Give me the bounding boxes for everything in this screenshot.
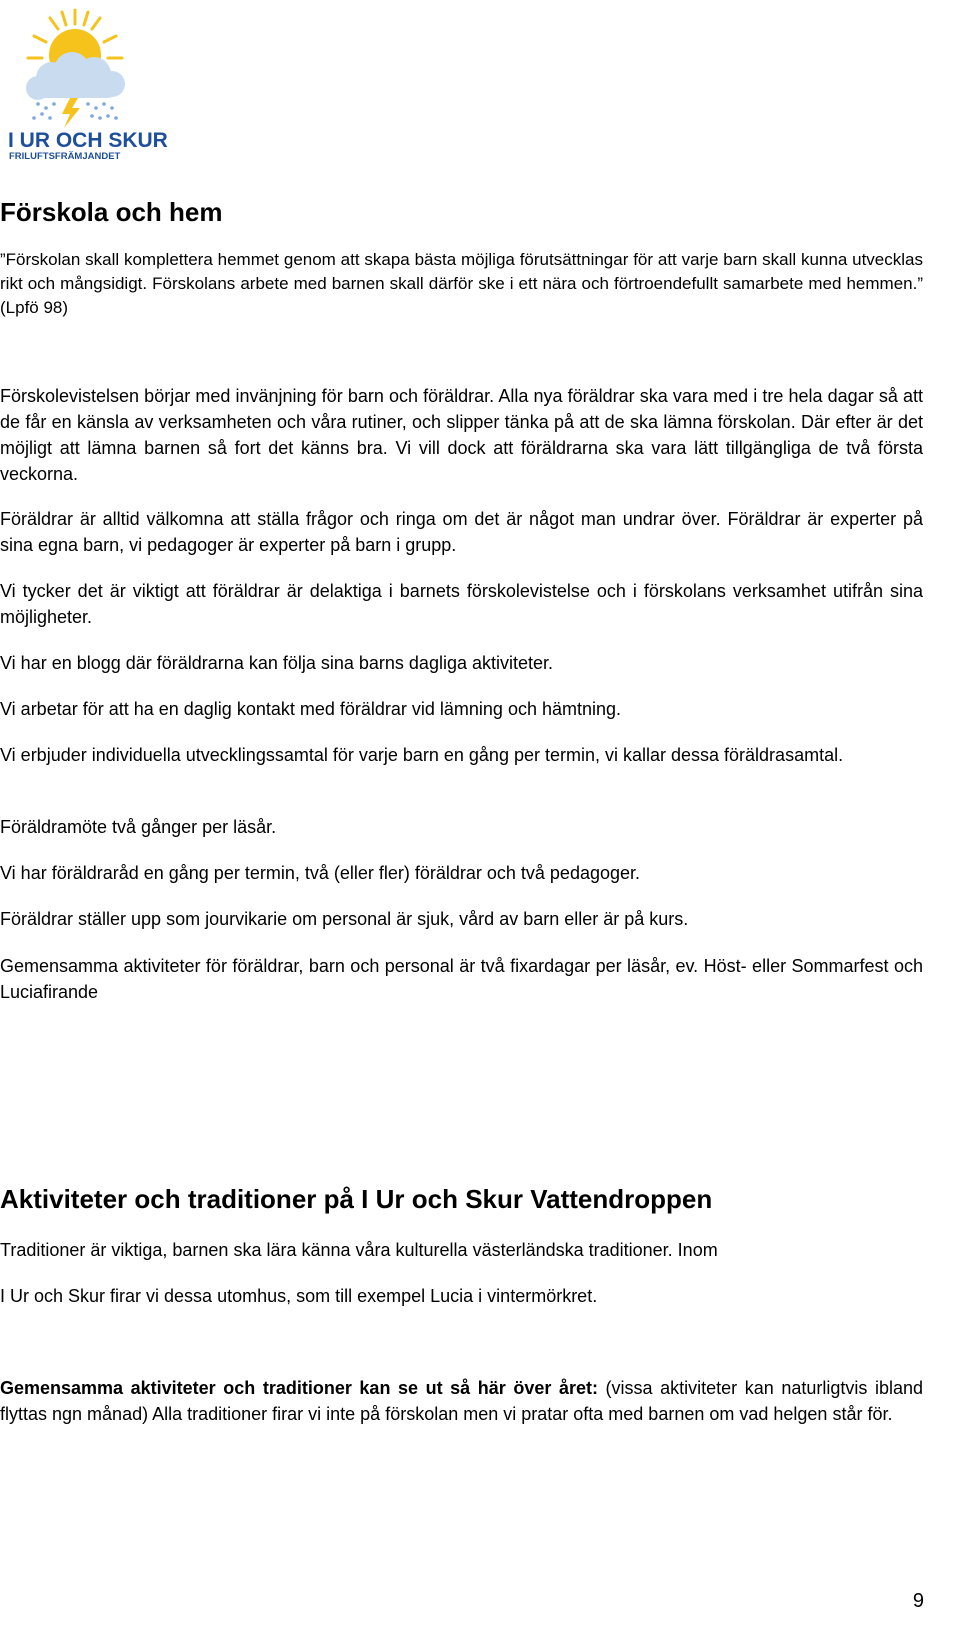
paragraph-traditioner: Traditioner är viktiga, barnen ska lära känna våra kulturella västerländska traditioner. Inom bbox=[0, 1240, 718, 1260]
paragraph-jourvikarie: Föräldrar ställer upp som jourvikarie om personal är sjuk, vård av barn eller är på kurs. bbox=[0, 909, 689, 929]
paragraph-over-aret bbox=[0, 1375, 923, 1427]
paragraph-fragor: Föräldrar är alltid välkomna att ställa frågor och ringa om det är något man undrar över. Föräldrar är experter på sina egna barn, vi pedagoger är experter på barn i grupp. bbox=[0, 509, 923, 555]
logo-subtitle: FRILUFTSFRÄMJANDET bbox=[9, 151, 121, 162]
paragraph-gemensamma-aktiviteter: Gemensamma aktiviteter för föräldrar, barn och personal är två fixardagar per läsår, ev. Höst- eller Sommarfest och Luciafirande bbox=[0, 956, 923, 1002]
quote-paragraph: ”Förskolan skall komplettera hemmet genom att skapa bästa möjliga förutsättningar för att varje barn skall kunna utvecklas rikt och mångsidigt. Förskolans arbete med barnen skall därför ske i ett nära och förtroendefullt samarbete med hemmen.” (Lpfö 98) bbox=[0, 250, 923, 317]
paragraph-delaktiga: Vi tycker det är viktigt att föräldrar är delaktiga i barnets förskolevistelse och i förskolans verksamhet utifrån sina möjligheter. bbox=[0, 581, 923, 627]
paragraph-inskolning: Förskolevistelsen börjar med invänjning för barn och föräldrar. Alla nya föräldrar ska vara med i tre hela dagar så att de får en känsla av verksamheten och våra rutiner, och slipper tänka på att de ska lämna förskolan. Där efter är det möjligt att lämna barnen så fort det känns bra. Vi vill dock att föräldrarna ska vara lätt tillgängliga de två första veckorna. bbox=[0, 386, 923, 484]
paragraph-rest: (vissa aktiviteter kan naturligtvis ibland flyttas ngn månad) Alla traditioner firar vi inte på förskolan men vi pratar ofta med barnen om vad helgen står för. bbox=[0, 1378, 923, 1424]
logo bbox=[0, 0, 168, 170]
bold-lead: Gemensamma aktiviteter och traditioner kan se ut så här över året: bbox=[0, 1378, 598, 1398]
section-heading-forskola-och-hem: Förskola och hem bbox=[0, 197, 223, 227]
logo-name: I UR OCH SKUR bbox=[8, 129, 168, 152]
paragraph-blogg: Vi har en blogg där föräldrarna kan följa sina barns dagliga aktiviteter. bbox=[0, 653, 554, 673]
paragraph-utvecklingssamtal: Vi erbjuder individuella utvecklingssamtal för varje barn en gång per termin, vi kallar dessa föräldrasamtal. bbox=[0, 745, 844, 765]
sun-cloud-rain-icon bbox=[0, 0, 160, 130]
paragraph-foraldramote: Föräldramöte två gånger per läsår. bbox=[0, 817, 277, 837]
page-number: 9 bbox=[912, 1590, 924, 1612]
paragraph-utomhus: I Ur och Skur firar vi dessa utomhus, som till exempel Lucia i vintermörkret. bbox=[0, 1286, 598, 1306]
paragraph-daglig-kontakt: Vi arbetar för att ha en daglig kontakt med föräldrar vid lämning och hämtning. bbox=[0, 699, 622, 719]
section-heading-aktiviteter: Aktiviteter och traditioner på I Ur och Skur Vattendroppen bbox=[0, 1184, 713, 1214]
paragraph-foraldrarad: Vi har föräldraråd en gång per termin, två (eller fler) föräldrar och två pedagoger. bbox=[0, 863, 641, 883]
